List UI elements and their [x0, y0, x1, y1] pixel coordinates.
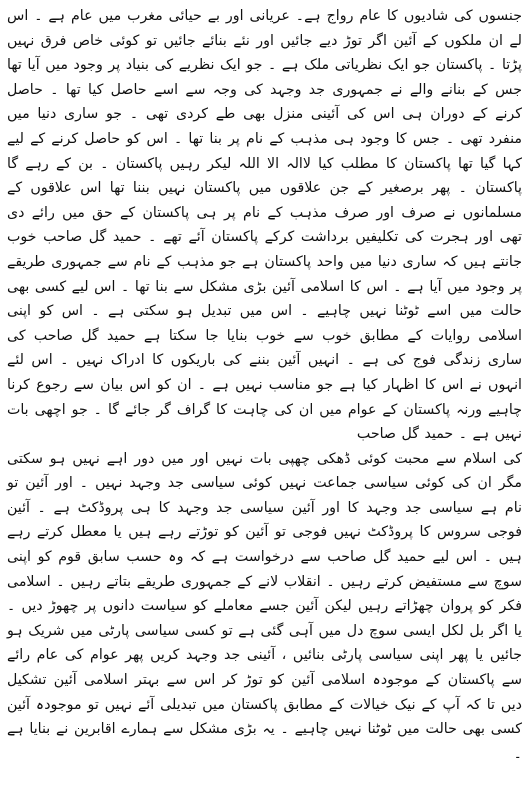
paragraph-2: کی اسلام سے محبت کوئی ڈھکی چھپی بات نہیں اور میں دور اہے نہیں ہو سکتی مگر ان کی کوئی سیاسی جماعت نہیں کوئی سیاسی جد وجہد نہیں ۔ اور آئین تو نام ہے سیاسی جد وجہد کا اور آئین سیاسی جد وجہد کا ہی پروڈکٹ ہے ۔ آئین فوجی سروس کا پروڈکٹ نہیں فوجی تو آئین کو توڑتے رہے ہیں یا معطل کرتے رہے ہیں ۔ اس لیے حمید گل صاحب سے درخواست ہے کہ وہ حسب سابق قوم کو اپنی سوچ سے مستفیض کرتے رہیں ۔ انقلاب لانے کے جمہوری طریقے بتاتے رہیں ۔ اسلامی فکر کو پروان چھڑاتے رہیں لیکن آئین جسے معاملے کو سیاست دانوں پر چھوڑ دیں ۔ یا اگر بل لکل ایسی سوچ دل میں آہی گئی ہے تو کسی سیاسی پارٹی میں شریک ہو جائیں یا پھر اپنی سیاسی پارٹی بنائیں ، آئینی جد وجہد کریں پھر عوام کی عام رائے سے پاکستان کے موجودہ اسلامی آئین کو توڑ کر اس سے بہتر اسلامی آئین تشکیل دیں تا کہ آپ کے نیک خیالات کے مطابق پاکستان میں تبدیلی آئے نہیں تو موجودہ آئین کسی بھی حالت میں ٹوٹنا نہیں چاہیے ۔ یہ بڑی مشکل سے ہمارے اقابرین نے بنایا ہے ۔ [7, 450, 522, 762]
paragraph-1: جنسوں کی شادیوں کا عام رواج ہے۔ عریانی اور بے حیائی مغرب میں عام ہے ۔ اس لے ان ملکوں کے آئین اگر توڑ دیے جائیں اور نئے بنائے جائیں تو کوئی خاص فرق نہیں پڑتا ۔ پاکستان جو ایک نظریاتی ملک ہے ۔ جو ایک نظریے کی بنیاد پر وجود میں آیا تھا جس کے بنانے والے نے جمہوری جد وجہد کی وجہ سے اسے حاصل کیا تھا ۔ حاصل کرنے کے دوران ہی اس کی آئینی منزل بھی طے کردی تھی ۔ جو ساری دنیا میں منفرد تھی ۔ جس کا وجود ہی مذہب کے نام پر بنا تھا ۔ اس کو حاصل کرنے کے لیے کہا گیا تھا پاکستان کا مطلب کیا لاالہ الا اللہ لیکر رہیں پاکستان ۔ بن کے رہے گا پاکستان ۔ پھر برصغیر کے جن علاقوں میں پاکستان نہیں بننا تھا اس علاقوں کے مسلمانوں نے صرف اور صرف مذہب کے نام پر ہی پاکستان کے حق میں رائے دی تھی اور ہجرت کی تکلیفیں برداشت کرکے پاکستان آئے تھے ۔ حمید گل صاحب خوب جانتے ہیں کہ ساری دنیا میں واحد پاکستان ہے جو مذہب کے نام سے جمہوری طریقے پر وجود میں آیا ہے ۔ اس کا اسلامی آئین بڑی مشکل سے بنا تھا ۔ اس لیے کسی بھی حالت میں اسے ٹوٹنا نہیں چاہیے ۔ اس میں تبدیل ہو سکتی ہے ۔ اس کو اپنی اسلامی روایات کے مطابق خوب سے خوب بنایا جا سکتا ہے حمید گل صاحب کی ساری زندگی فوج کی ہے ۔ انہیں آئین بننے کی باریکوں کا ادراک نہیں ۔ اس لئے انہوں نے اس کا اظہار کیا ہے جو مناسب نہیں ہے ۔ ان کو اس بیان سے رجوع کرنا چاہیے ورنہ پاکستان کے عوام میں ان کی چاہت کا گراف گر جائے گا ۔ جو اچھی بات نہیں ہے ۔ حمید گل صاحب [7, 8, 522, 443]
article-body [7, 4, 522, 766]
